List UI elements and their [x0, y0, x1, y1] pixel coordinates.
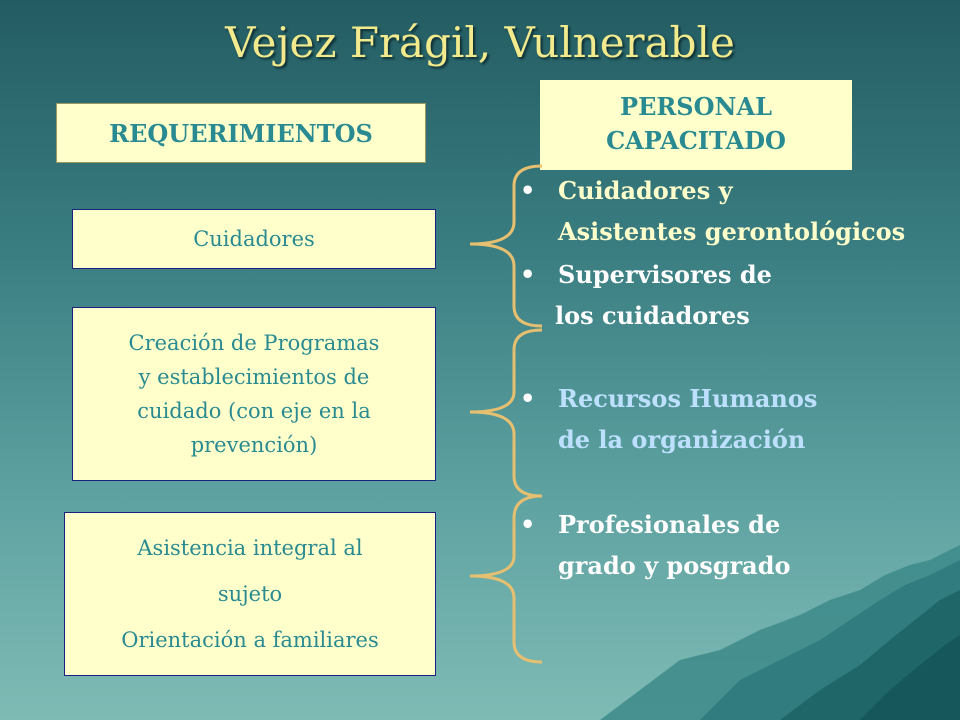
requirement-line: sujeto — [217, 582, 283, 606]
personnel-item-line: Supervisores de — [558, 260, 772, 289]
requirements-header: REQUERIMIENTOS — [56, 103, 426, 163]
personnel-item-line: Cuidadores y — [558, 176, 733, 205]
requirement-line: Asistencia integral al — [137, 536, 363, 560]
personnel-item-line: los cuidadores — [555, 301, 750, 330]
slide-title: Vejez Frágil, Vulnerable — [225, 18, 735, 67]
personnel-header-line: CAPACITADO — [606, 126, 786, 155]
requirement-line: Orientación a familiares — [121, 628, 379, 652]
requirement-line: Cuidadores — [193, 227, 315, 251]
personnel-item-line: grado y posgrado — [558, 551, 791, 580]
requirement-line: Creación de Programas — [128, 331, 380, 355]
personnel-item — [520, 504, 960, 586]
requirement-line: cuidado (con eje en la — [137, 399, 371, 423]
personnel-header-line: PERSONAL — [620, 92, 772, 121]
bullet-icon: • — [520, 260, 536, 289]
personnel-item-line: Profesionales de — [558, 510, 781, 539]
requirement-line: prevención) — [190, 433, 318, 457]
bullet-icon: • — [520, 384, 536, 413]
personnel-item — [520, 378, 960, 460]
personnel-item-line: Recursos Humanos — [558, 384, 818, 413]
bullet-icon: • — [520, 510, 536, 539]
bullet-icon: • — [520, 176, 536, 205]
personnel-item — [520, 170, 960, 252]
personnel-item — [520, 254, 960, 336]
personnel-item-line: de la organización — [558, 425, 806, 454]
personnel-item-line: Asistentes gerontológicos — [558, 217, 906, 246]
requirement-line: y establecimientos de — [138, 365, 370, 389]
